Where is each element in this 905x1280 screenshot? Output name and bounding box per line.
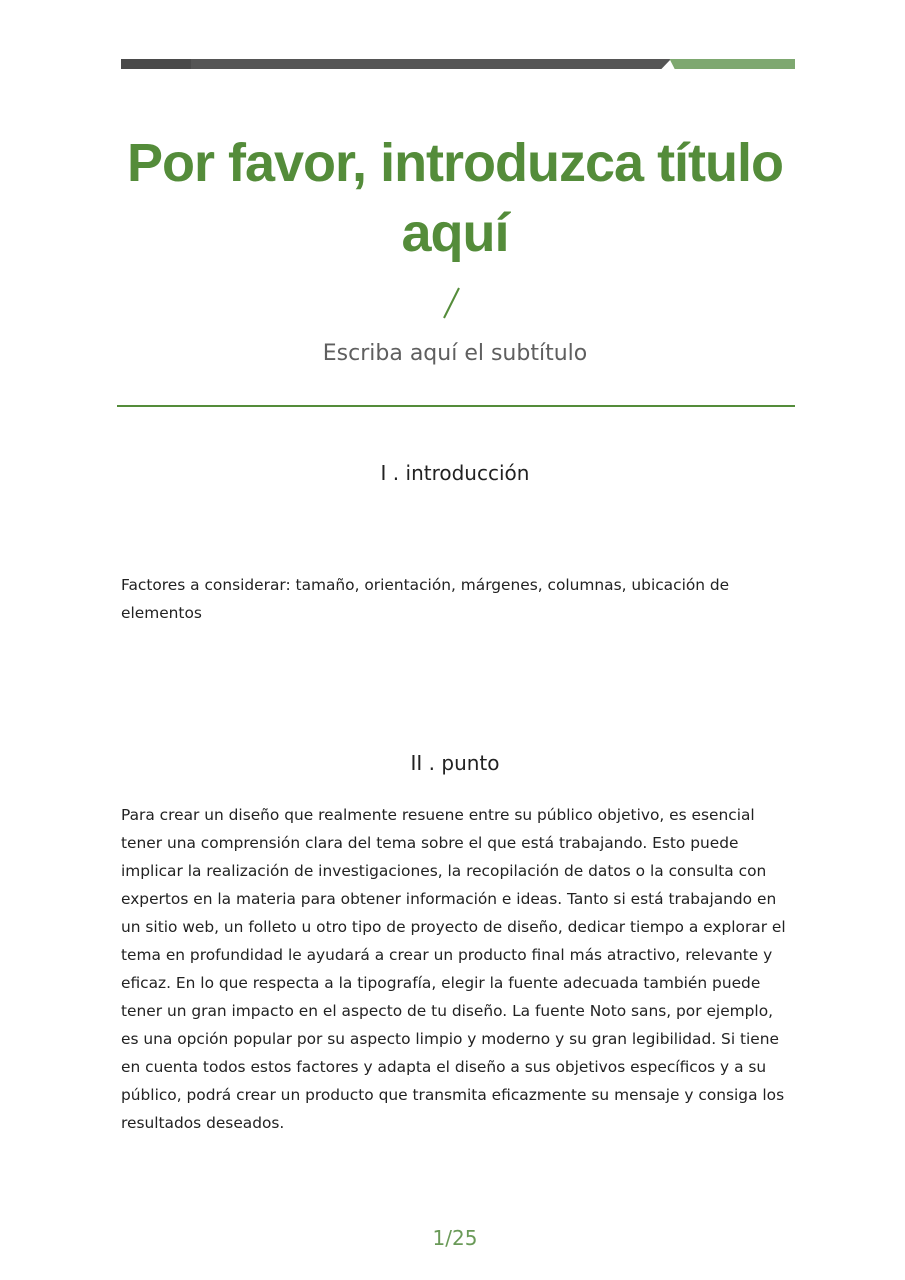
document-subtitle: Escriba aquí el subtítulo: [322, 341, 588, 366]
section-body-introduccion: Factores a considerar: tamaño, orientación, márgenes, columnas, ubicación de elementos: [121, 576, 730, 622]
page-number: 1/25: [432, 1226, 478, 1250]
title-divider: [117, 405, 795, 407]
section-heading-punto: II . punto: [410, 751, 500, 775]
section-body-punto: Para crear un diseño que realmente resuene entre su público objetivo, es esencial tener una comprensión clara del tema sobre el que está trabajando. Esto puede implicar la realización de investigaciones, la recopilación de datos o la consulta con expertos en la materia para obtener información e ideas. Tanto si está trabajando en un sitio web, un folleto u otro tipo de proyecto de diseño, dedicar tiempo a explorar el tema en profundidad le ayudará a crear un producto final más atractivo, relevante y eficaz. En lo que respecta a la tipografía, elegir la fuente adecuada también puede tener un gran impacto en el aspecto de tu diseño. La fuente Noto sans, por ejemplo, es una opción popular por su aspecto limpio y moderno y su gran legibilidad. Si tiene en cuenta todos estos factores y adapta el diseño a sus objetivos específicos y a su público, podrá crear un producto que transmita eficazmente su mensaje y consiga los resultados deseados.: [121, 806, 786, 1132]
header-bar-green-segment: [667, 59, 795, 69]
header-accent-bar: [121, 59, 795, 69]
header-bar-dark-segment: [121, 59, 191, 69]
document-title: Por favor, introduzca título aquí: [126, 133, 784, 263]
section-heading-introduccion: I . introducción: [380, 461, 530, 485]
slash-icon: [440, 286, 464, 320]
header-bar-main-segment: [191, 59, 671, 69]
